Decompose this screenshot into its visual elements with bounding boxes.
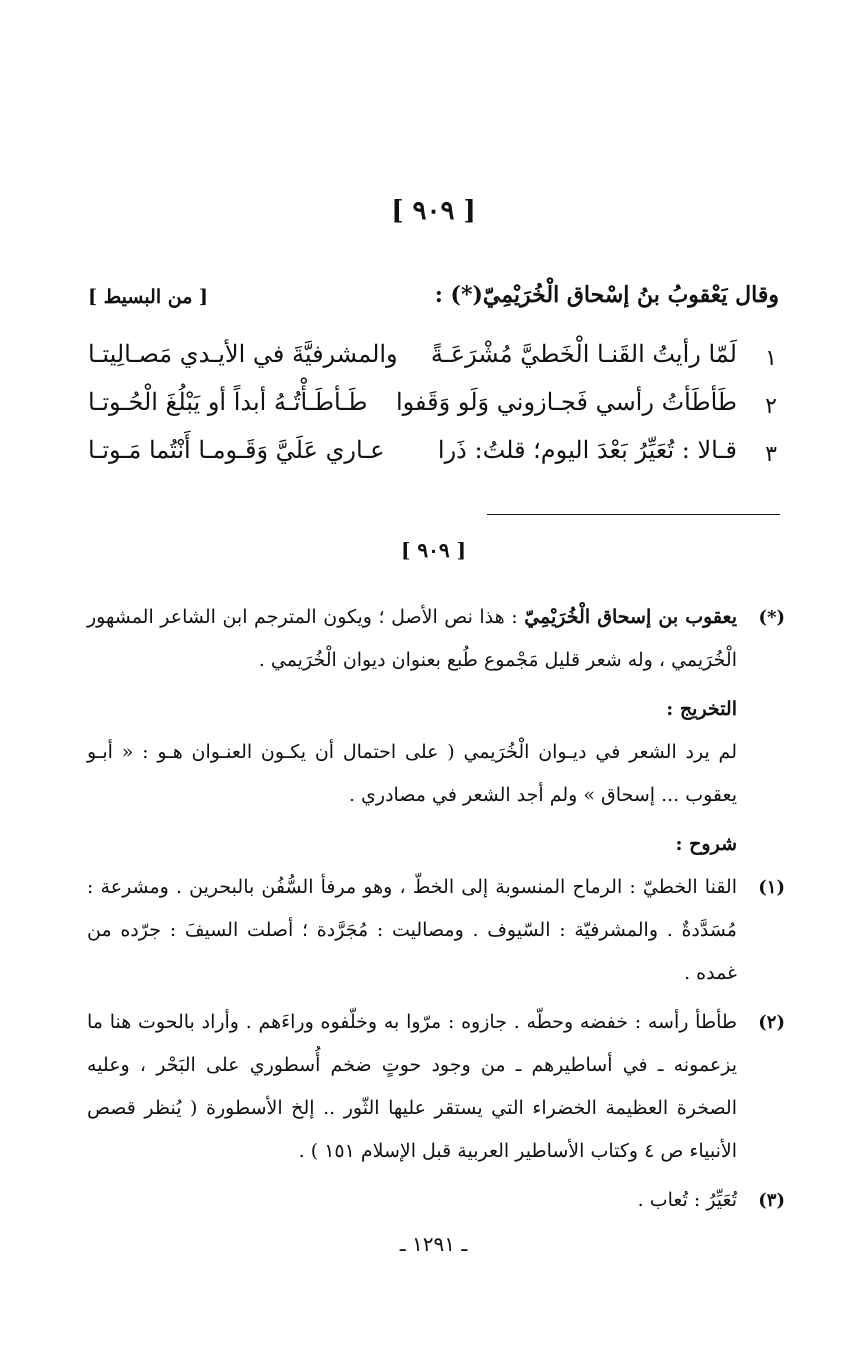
verse-second-hemistich: والمشرفيَّةَ في الأيـدي مَصـالِيتـا [88, 340, 398, 368]
notes-section [87, 596, 785, 1228]
author-note [87, 596, 785, 682]
shuruh-heading: شروح : [675, 833, 737, 855]
verse-number: ٣ [765, 442, 777, 467]
author-name: يعقوب بن إسحاق الْخُرَيْمِيّ [524, 606, 737, 628]
poem-intro: وقال يَعْقوبُ بنُ إسْحاق الْخُرَيْمِيّ(*) : [434, 282, 779, 308]
verse-first-hemistich: طَأطَأتُ رأسي فَجـازوني وَلَو وَقَفوا [395, 388, 737, 416]
takhrij-heading: التخريج : [666, 698, 737, 720]
page-number: ـ ١٢٩١ ـ [399, 1232, 468, 1256]
verse-line [0, 340, 867, 388]
commentary-text: تُعَيِّرُ : تُعاب . [637, 1189, 737, 1211]
commentary-text: القنا الخطيّ : الرماح المنسوبة إلى الخطّ ، وهو مرفأ السُّفُن بالبحرين . ومشرعة : مُسَدَّدةٌ . والمشرفيّة : السّيوف . ومصاليت : مُجَرَّدة ؛ أصلت السيفَ : جرّده من غمده . [87, 876, 737, 984]
verse-number: ١ [765, 346, 777, 371]
notes-number: [ ٩٠٩ ] [400, 538, 467, 562]
verse-second-hemistich: عـاري عَلَيَّ وَقَـومـا أَنْتُما مَـوتـا [88, 436, 385, 464]
poem-number: [ ٩٠٩ ] [391, 196, 476, 226]
commentary-item [87, 1001, 785, 1173]
takhrij-text: لم يرد الشعر في ديـوان الْخُرَيمي ( على احتمال أن يكـون العنـوان هـو : « أبـو يعقوب ... إسحاق » ولم أجد الشعر في مصادري . [87, 741, 737, 806]
note-mark: (١) [758, 877, 785, 898]
verse-first-hemistich: قـالا : تُعَيِّرُ بَعْدَ اليوم؛ قلتُ: ذَرا [437, 436, 737, 464]
verse-first-hemistich: لَمّا رأيتُ القَنـا الْخَطيَّ مُشْرَعَـةً [430, 340, 737, 368]
verse-second-hemistich: طَـأطَـأْتُـهُ أبداً أو يَبْلُغَ الْحُـوتـا [88, 388, 368, 416]
poem-meter: [ من البسيط ] [88, 286, 208, 308]
verse-number: ٢ [765, 394, 777, 419]
commentary-item [87, 866, 785, 995]
note-mark: (٣) [758, 1190, 785, 1211]
footnote-separator [487, 514, 780, 515]
commentary-item [87, 1179, 785, 1222]
author-note-text: : هذا نص الأصل ؛ ويكون المترجم ابن الشاعر المشهور الْخُرَيمي ، وله شعر قليل مَجْموع طُبع بعنوان ديوان الْخُرَيمي . [87, 606, 737, 671]
verse-line [0, 436, 867, 484]
note-mark: (٢) [758, 1012, 785, 1033]
commentary-text: طأطأ رأسه : خفضه وحطّه . جازوه : مرّوا به وخلّفوه وراءَهم . وأراد بالحوت هنا ما يزعمونه ـ في أساطيرهم ـ من وجود حوتٍ ضخم أُسطوري على البَحْر ، وعليه الصخرة العظيمة الخضراء التي يستقر عليها الثّور .. إلخ الأسطورة ( يُنظر قصص الأنبياء ص ٤ وكتاب الأساطير العربية قبل الإسلام ١٥١ ) . [87, 1011, 737, 1162]
note-mark: (*) [758, 607, 785, 628]
verse-line [0, 388, 867, 436]
